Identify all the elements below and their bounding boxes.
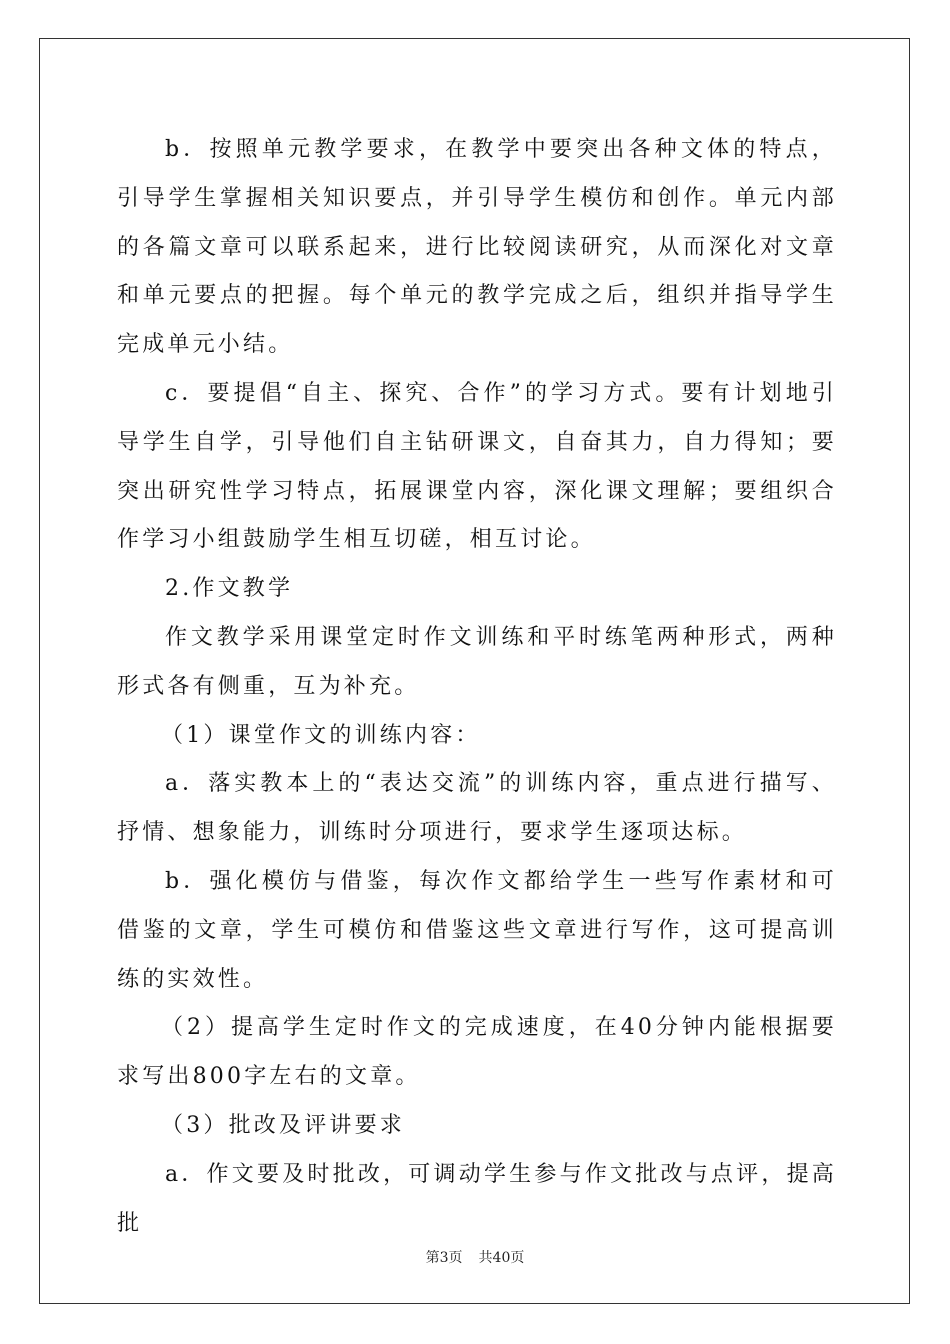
paragraph-composition-forms: 作文教学采用课堂定时作文训练和平时练笔两种形式，两种形式各有侧重，互为补充。 bbox=[117, 624, 837, 699]
total-pages: 共40页 bbox=[478, 1250, 525, 1266]
paragraph-expression-training: a．落实教本上的“表达交流”的训练内容，重点进行描写、抒情、想象能力，训练时分项进行，要求学生逐项达标。 bbox=[117, 771, 837, 846]
section-heading-composition: 2.作文教学 bbox=[165, 576, 294, 602]
paragraph-writing-speed: （2）提高学生定时作文的完成速度，在40分钟内能根据要求写出800字左右的文章。 bbox=[117, 1015, 837, 1090]
subheading-grading: （3）批改及评讲要求 bbox=[161, 1112, 405, 1138]
paragraph-timely-grading: a．作文要及时批改，可调动学生参与作文批改与点评，提高批 bbox=[117, 1161, 837, 1236]
paragraph-learning-method: c．要提倡“自主、探究、合作”的学习方式。要有计划地引导学生自学，引导他们自主钻研课文，自奋其力，自力得知；要突出研究性学习特点，拓展课堂内容，深化课文理解；要组织合作学习小组鼓励学生相互切磋，相互讨论。 bbox=[117, 380, 837, 553]
paragraph-unit-teaching: b．按照单元教学要求，在教学中要突出各种文体的特点，引导学生掌握相关知识要点，并引导学生模仿和创作。单元内部的各篇文章可以联系起来，进行比较阅读研究，从而深化对文章和单元要点的把握。每个单元的教学完成之后，组织并指导学生完成单元小结。 bbox=[117, 137, 837, 358]
subheading-classroom-content: （1）课堂作文的训练内容： bbox=[161, 722, 481, 748]
paragraph-imitation: b．强化模仿与借鉴，每次作文都给学生一些写作素材和可借鉴的文章，学生可模仿和借鉴这些文章进行写作，这可提高训练的实效性。 bbox=[117, 868, 837, 992]
page-footer bbox=[0, 1247, 950, 1267]
page-number: 第3页 bbox=[425, 1250, 463, 1266]
document-body bbox=[117, 126, 837, 1248]
